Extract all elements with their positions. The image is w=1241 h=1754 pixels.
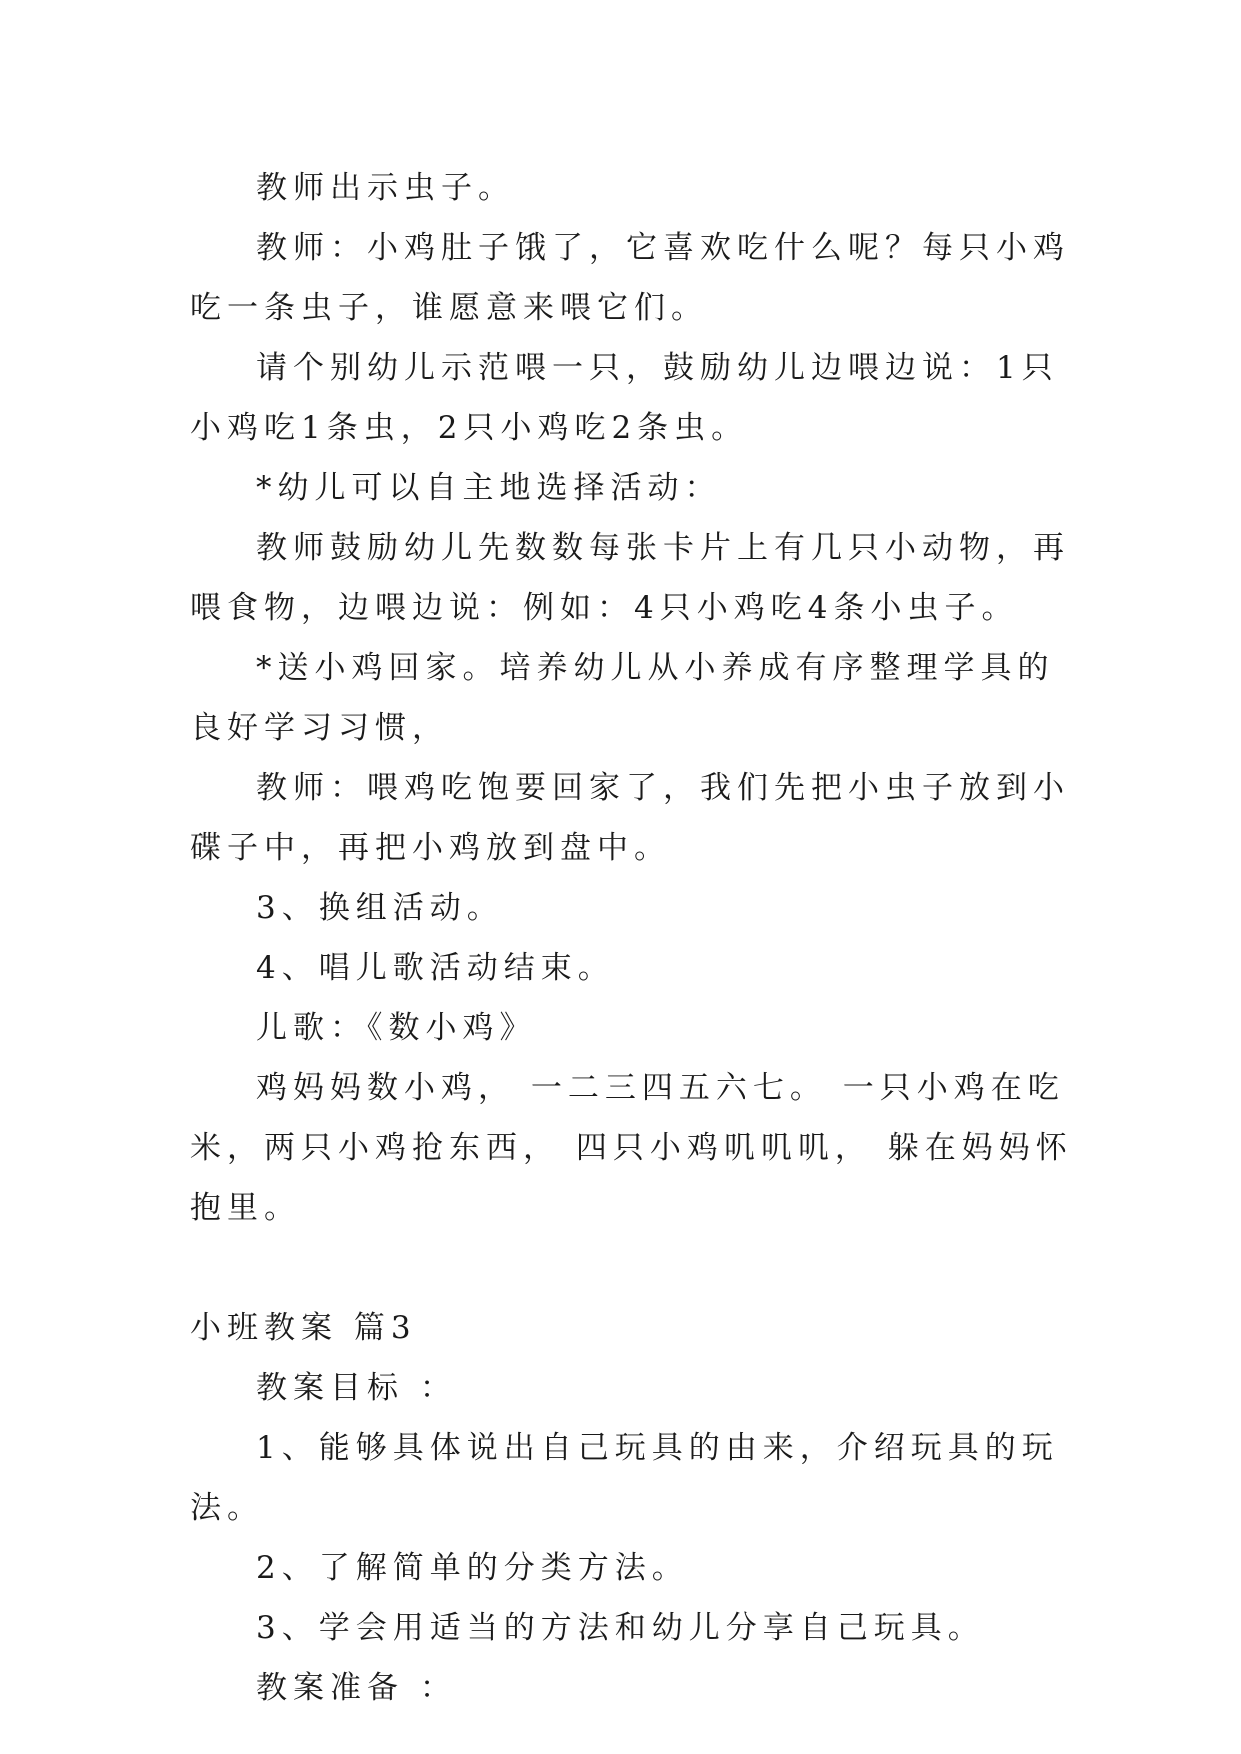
document-body bbox=[190, 158, 1075, 1718]
paragraph: *幼儿可以自主地选择活动： bbox=[256, 470, 722, 506]
section-heading: 小班教案 篇3 bbox=[190, 1310, 417, 1346]
paragraph: 请个别幼儿示范喂一只，鼓励幼儿边喂边说：1只小鸡吃1条虫，2只小鸡吃2条虫。 bbox=[190, 350, 1059, 446]
song-lyrics: 鸡妈妈数小鸡， 一二三四五六七。 一只小鸡在吃米，两只小鸡抢东西， 四只小鸡叽叽叽， 躲在妈妈怀抱里。 bbox=[190, 1070, 1073, 1226]
song-title: 儿歌：《数小鸡》 bbox=[256, 1010, 537, 1046]
paragraph: 教案目标 ： bbox=[256, 1370, 457, 1406]
paragraph: 2、了解简单的分类方法。 bbox=[256, 1550, 689, 1586]
paragraph: 4、唱儿歌活动结束。 bbox=[256, 950, 615, 986]
paragraph: 3、学会用适当的方法和幼儿分享自己玩具。 bbox=[256, 1610, 985, 1646]
paragraph: *送小鸡回家。培养幼儿从小养成有序整理学具的良好学习习惯， bbox=[190, 650, 1055, 746]
paragraph: 1、能够具体说出自己玩具的由来，介绍玩具的玩法。 bbox=[190, 1430, 1059, 1526]
paragraph: 教案准备 ： bbox=[256, 1670, 457, 1706]
paragraph: 教师：喂鸡吃饱要回家了，我们先把小虫子放到小碟子中，再把小鸡放到盘中。 bbox=[190, 770, 1070, 866]
paragraph: 教师鼓励幼儿先数数每张卡片上有几只小动物，再喂食物，边喂边说：例如：4只小鸡吃4条小虫子。 bbox=[190, 530, 1070, 626]
paragraph: 3、换组活动。 bbox=[256, 890, 504, 926]
paragraph: 教师出示虫子。 bbox=[256, 170, 515, 206]
paragraph: 教师：小鸡肚子饿了，它喜欢吃什么呢？每只小鸡吃一条虫子，谁愿意来喂它们。 bbox=[190, 230, 1070, 326]
